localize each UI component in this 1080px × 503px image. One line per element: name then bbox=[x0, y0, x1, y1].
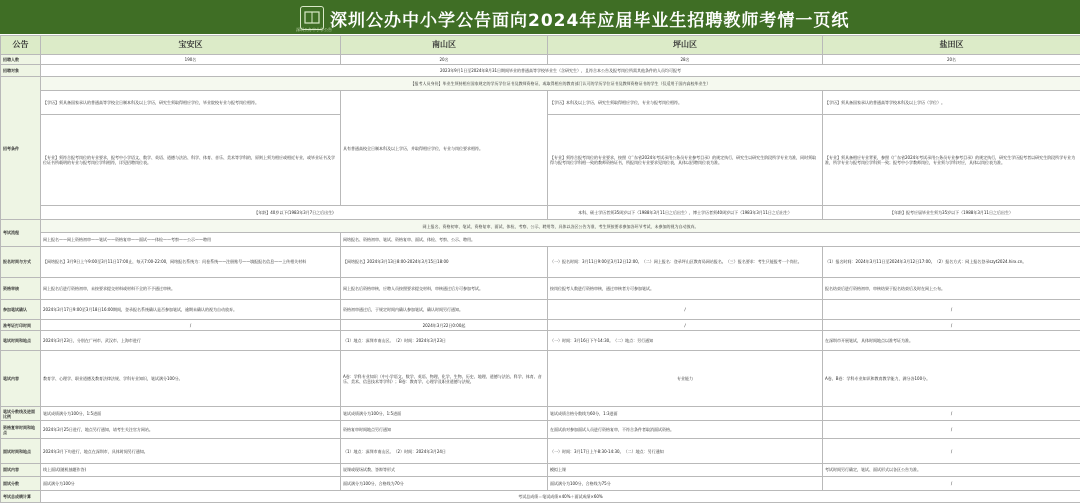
cell-yantian: 【年龄】报考应届毕业生须为35岁以下（1988年3月11日之后出生） bbox=[823, 206, 1080, 219]
page-title: 深圳公办中小学公告面向2024年应届毕业生招聘教师考情一页纸 bbox=[330, 11, 850, 31]
cell-nanshan: 笔试成绩满分为100分，1:5进面 bbox=[341, 406, 548, 420]
header-banner bbox=[0, 0, 1080, 34]
row-label: 报名时间与方式 bbox=[1, 246, 41, 277]
row-label: 面试时间和地点 bbox=[1, 439, 41, 464]
row-label: 招聘对象 bbox=[1, 64, 41, 76]
cell-yantian: / bbox=[823, 439, 1080, 464]
row-label: 招聘人数 bbox=[1, 54, 41, 64]
cell-pingshan: 在面试前对参加面试人员进行资格复审，不符合条件者取消面试资格。 bbox=[548, 421, 823, 439]
cell-all-districts: 网上报名、资格初审、笔试、资格复审、面试、体检、考察、公示、聘用等，具体以各区公告为准，考生须按要求参加各环节考试，未参加的视为自动放弃。 bbox=[41, 219, 1080, 232]
cell-baoan: 2024年3月17日9:00至3月18日16:00期间，登录报名系统确认是否参加笔试，逾期未确认的视为自动放弃。 bbox=[41, 300, 341, 320]
cell-nanshan: 20名 bbox=[341, 54, 548, 64]
cell-pingshan: 28名 bbox=[548, 54, 823, 64]
cell-yantian: 【学历】须具备国家承认的普通高等学校本科及以上学历（学位）。 bbox=[823, 90, 1080, 115]
cell-pingshan: / bbox=[548, 300, 823, 320]
cell-yantian: （1）报名时间：2024年3月11日至2024年3月12日17:00。（2）报名方式：网上报名登录szyt2024.hirx.cn。 bbox=[823, 246, 1080, 277]
cell-pingshan: 本科、硕士学历者须35周岁以下（1988年3月11日之后出生），博士学历者须40周岁以下（1983年3月11日之后出生） bbox=[548, 206, 823, 219]
cell-nanshan: 2024年3月22日0:00起 bbox=[341, 320, 548, 331]
cell-pingshan: 专业能力 bbox=[548, 351, 823, 407]
logo-text: 深圳公办中小学公告 bbox=[296, 27, 332, 32]
row-label: 参加笔试确认 bbox=[1, 300, 41, 320]
cell-nanshan: 【网络报名】2024年3月13日8:00-2024年3月15日18:00 bbox=[341, 246, 548, 277]
cell-yantian: 考试时间另行确定，笔试、面试形式以各区公告为准。 bbox=[823, 463, 1080, 476]
cell-baoan: 网上报名——网上资格初审——笔试——资格复审——面试——体检——考察——公示——聘用 bbox=[41, 233, 341, 246]
cell-baoan: 【学历】须具备国家承认的普通高等学校全日制本科及以上学历，研究生须取得相应学位，毕业院校专业与报考岗位相符。 bbox=[41, 90, 341, 115]
row-label: 笔试时间和地点 bbox=[1, 331, 41, 351]
row-label: 考试总成绩计算 bbox=[1, 490, 41, 502]
cell-pingshan: 笔试成绩合格分数线为60分，1:3进面 bbox=[548, 406, 823, 420]
cell-baoan-nanshan: 【年龄】40岁以下(1983年3月7日之后出生) bbox=[41, 206, 548, 219]
cell-pingshan: 【专业】须符合报考岗位的专业要求，按照《广东省2024年考试录用公务员专业参考目录》的规定执行，研究生以研究生阶段所学专业为准，同时须取得与报考岗位学科相一致的教师资格证书，所报岗位专业要求见岗位表，具体以招聘岗位表为准。 bbox=[548, 115, 823, 206]
cell-yantian: / bbox=[823, 421, 1080, 439]
cell-baoan: 【专业】须符合报考岗位的专业要求，报考中小学语文、数学、英语、道德与法治、科学、体育、音乐、美术等学科的，原则上须为相应或相近专业，或毕业证书及学位证书所载明的专业与报考岗位学科相符，详见招聘岗位表。 bbox=[41, 115, 341, 206]
cell-nanshan: 网上报名后资格审核，应聘人员按照要求提交材料，审核通过后方可参加考试。 bbox=[341, 277, 548, 299]
cell-baoan: 2024年3月下旬进行，地点在深圳市，具体时间另行通知。 bbox=[41, 439, 341, 464]
col-header-baoan: 宝安区 bbox=[41, 36, 341, 55]
row-label: 面试内容 bbox=[1, 463, 41, 476]
cell-yantian: 报名结束后进行资格初审，审核结果于报名结束后及时在网上公布。 bbox=[823, 277, 1080, 299]
row-label: 考试流程 bbox=[1, 219, 41, 246]
cell-baoan: 教育学、心理学、职业道德及教育法律法规、学科专业知识，笔试满分100分。 bbox=[41, 351, 341, 407]
cell-pingshan: （一）时间：3月16日下午14:30。（二）地点：另行通知 bbox=[548, 331, 823, 351]
cell-pingshan: （一）时间：3月17日上午8:30-14:30。（二）地点：另行通知 bbox=[548, 439, 823, 464]
col-header-notice: 公告 bbox=[1, 36, 41, 55]
row-label: 资格审核 bbox=[1, 277, 41, 299]
cell-nanshan: （1）地点：深圳市南山区。（2）时间：2024年3月24日 bbox=[341, 439, 548, 464]
cell-yantian: 在深圳市开展笔试，具体时间地点以准考证为准。 bbox=[823, 331, 1080, 351]
cell-pingshan: （一）报名时间：3月11日9:00至3月12日12:00。（二）网上报名：登录坪山区教育局网站报名。（三）报名要求：考生只能报考一个岗位。 bbox=[548, 246, 823, 277]
cell-nanshan: 面试满分为100分，合格线为70分 bbox=[341, 477, 548, 490]
cell-all-districts: 2023年9月1日至2024年8月31日期间毕业的普通高等学校毕业生（含研究生），且符合本公告及报考岗位所需其他条件的人员均可报考 bbox=[41, 64, 1080, 76]
cell-nanshan: （1）地点：深圳市南山区。（2）时间：2024年3月23日 bbox=[341, 331, 548, 351]
row-label: 笔试内容 bbox=[1, 351, 41, 407]
cell-pingshan: 【学历】本科及以上学历，研究生须取得相应学位，专业与报考岗位相符。 bbox=[548, 90, 823, 115]
cell-all-districts: 考试总成绩＝笔试成绩×40%＋面试成绩×60% bbox=[41, 490, 1080, 502]
row-label: 笔试分数线及进面比例 bbox=[1, 406, 41, 420]
cell-baoan: 2024年3月23日，分别在广州市、武汉市、上海市进行 bbox=[41, 331, 341, 351]
row-label: 资格复审时间和地点 bbox=[1, 421, 41, 439]
col-header-pingshan: 坪山区 bbox=[548, 36, 823, 55]
cell-yantian: 20名 bbox=[823, 54, 1080, 64]
col-header-nanshan: 南山区 bbox=[341, 36, 548, 55]
cell-nanshan: A卷：学科专业知识（中小学语文、数学、英语、物理、化学、生物、历史、地理、道德与法治、科学、体育、音乐、美术、信息技术等学科）；B卷：教育学、心理学及职业道德与法规。 bbox=[341, 351, 548, 407]
cell-yantian: / bbox=[823, 300, 1080, 320]
cell-other-districts: 网络报名、资格初审、笔试、资格复审、面试、体检、考察、公示、聘用。 bbox=[341, 233, 1080, 246]
row-label: 面试分数 bbox=[1, 477, 41, 490]
cell-yantian: A卷、B卷：学科专业知识和教育教学能力，满分各100分。 bbox=[823, 351, 1080, 407]
row-label: 招考条件 bbox=[1, 77, 41, 220]
col-header-yantian: 盐田区 bbox=[823, 36, 1080, 55]
book-icon bbox=[301, 7, 323, 29]
cell-baoan: 网上报名后进行资格初审，未按要求提交材料或材料不全的不予通过审核。 bbox=[41, 277, 341, 299]
cell-yantian: 【专业】须具备相应专业背景，参照《广东省2024年考试录用公务员专业参考目录》的规定执行，研究生学历报考者以研究生阶段所学专业为准，所学专业与报考岗位学科须一致；报考中小学教师岗位，专业须与学科对应，具体以岗位表为准。 bbox=[823, 115, 1080, 206]
cell-baoan: 190名 bbox=[41, 54, 341, 64]
cell-yantian: / bbox=[823, 477, 1080, 490]
exam-info-table bbox=[0, 35, 1080, 503]
cell-baoan: 线上面试(随机抽题作答) bbox=[41, 463, 341, 476]
cell-pingshan: 按岗位报考人数进行资格审核，通过审核者方可参加笔试。 bbox=[548, 277, 823, 299]
cell-nanshan: 具有普通高校全日制本科及以上学历，并取得相应学位，专业与岗位要求相符。 bbox=[341, 90, 548, 206]
cell-nanshan: 说课或现场试教、答辩等形式 bbox=[341, 463, 548, 476]
cell-pingshan: 模拟上课 bbox=[548, 463, 823, 476]
row-label: 准考证打印时间 bbox=[1, 320, 41, 331]
cell-nanshan: 资格初审通过后，于规定时间内确认参加笔试，确认时间另行通知。 bbox=[341, 300, 548, 320]
cell-baoan: / bbox=[41, 320, 341, 331]
cell-all-districts: 【报考人员身份】毕业生须持相应国家规定的学历学位证书及教师资格证，或取得相应的教育部门认可的学历学位证书及教师资格证书的学生（仅适用于国内高校毕业生） bbox=[41, 77, 1080, 90]
cell-baoan: 【网络报名】3月9日上午9:00至3月11日17:00止，每天7:00-22:00，网络报名系统为：问卷系统——注册账号——填报报名信息——上传相关材料 bbox=[41, 246, 341, 277]
cell-nanshan: 资格复审时间地点另行通知 bbox=[341, 421, 548, 439]
cell-yantian: / bbox=[823, 320, 1080, 331]
cell-baoan: 2024年3月25日进行，地点另行通知，请考生关注官方网站。 bbox=[41, 421, 341, 439]
cell-baoan: 笔试成绩满分为100分，1:5进面 bbox=[41, 406, 341, 420]
cell-baoan: 面试满分为100分 bbox=[41, 477, 341, 490]
cell-yantian: / bbox=[823, 406, 1080, 420]
cell-pingshan: / bbox=[548, 320, 823, 331]
cell-pingshan: 面试满分为100分，合格线为75分 bbox=[548, 477, 823, 490]
